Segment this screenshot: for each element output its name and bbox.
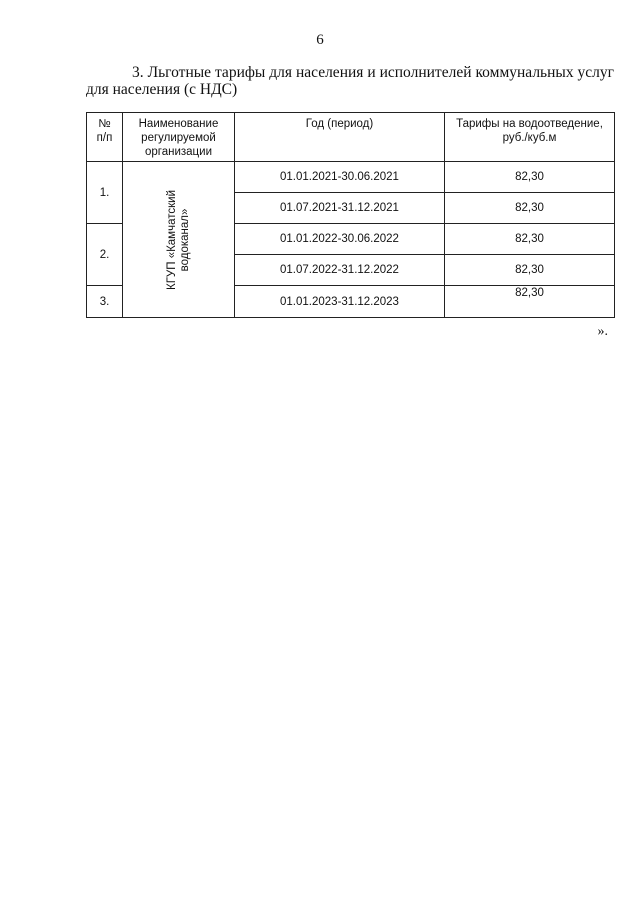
header-org — [123, 113, 235, 162]
header-tariff — [445, 113, 615, 162]
tariff-table — [86, 112, 615, 318]
header-org-line: Наименование — [138, 118, 219, 130]
header-tariff-line: Тарифы на водоотведение, — [456, 118, 603, 130]
organization-name-line: КГУП «Камчатский — [165, 189, 178, 290]
row-number: 1. — [87, 162, 123, 224]
table-header-row — [87, 113, 615, 162]
organization-name-line: водоканал» — [178, 208, 191, 271]
header-tariff-line: руб./куб.м — [502, 132, 557, 144]
section-heading-line-1: 3. Льготные тарифы для населения и исполнителей коммунальных услуг — [132, 64, 614, 81]
page-number: 6 — [316, 32, 324, 48]
period-cell: 01.01.2022-30.06.2022 — [235, 224, 445, 255]
organization-name — [166, 190, 192, 290]
row-number: 3. — [87, 286, 123, 318]
period-cell: 01.07.2021-31.12.2021 — [235, 193, 445, 224]
period-cell: 01.01.2021-30.06.2021 — [235, 162, 445, 193]
header-num-line: № — [98, 118, 111, 130]
header-org-line: регулируемой — [141, 132, 216, 144]
header-period: Год (период) — [235, 113, 445, 162]
header-num — [87, 113, 123, 162]
section-heading — [86, 64, 614, 98]
tariff-cell: 82,30 — [445, 193, 615, 224]
period-cell: 01.07.2022-31.12.2022 — [235, 255, 445, 286]
table-row — [87, 162, 615, 193]
header-org-line: организации — [144, 146, 212, 158]
section-heading-line-2: для населения (с НДС) — [86, 81, 238, 98]
tariff-cell: 82,30 — [445, 162, 615, 193]
row-number: 2. — [87, 224, 123, 286]
tariff-cell: 82,30 — [445, 286, 615, 318]
organization-cell — [123, 162, 235, 318]
closing-quote-mark: ». — [597, 324, 608, 339]
period-cell: 01.01.2023-31.12.2023 — [235, 286, 445, 318]
tariff-cell: 82,30 — [445, 224, 615, 255]
tariff-cell: 82,30 — [445, 255, 615, 286]
header-num-line: п/п — [96, 132, 113, 144]
